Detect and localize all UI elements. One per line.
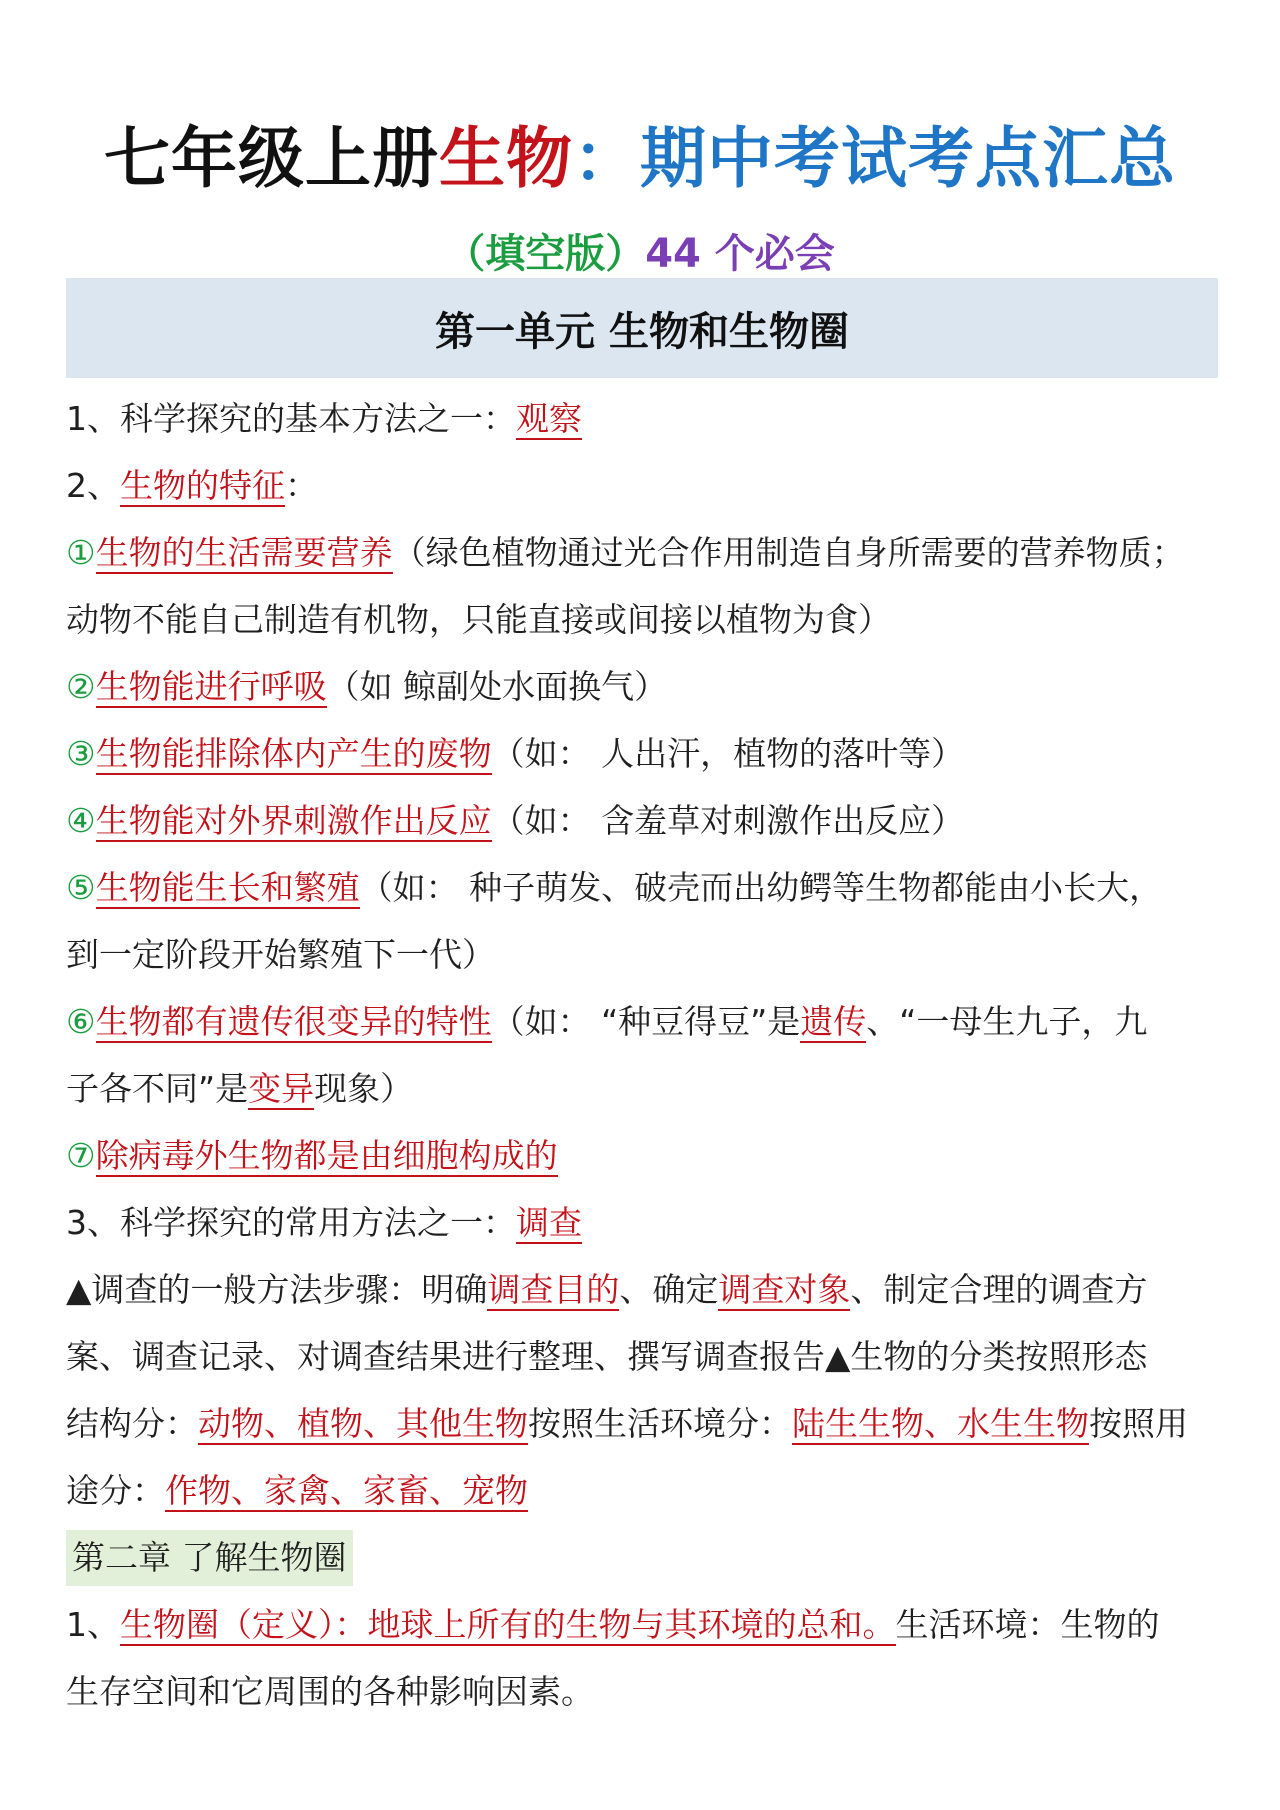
title-topic: ：期中考试考点汇总 xyxy=(573,120,1176,197)
question-2 xyxy=(66,452,1226,519)
survey-line-2 xyxy=(66,1323,1226,1390)
c2q1-label: 1、 xyxy=(66,1605,120,1644)
feature-2-answer: 生物能进行呼吸 xyxy=(95,667,327,706)
question-1 xyxy=(66,385,1226,452)
chapter-2-question-1-cont xyxy=(66,1658,1226,1725)
q3-answer: 调查 xyxy=(516,1203,582,1242)
survey-line-3 xyxy=(66,1390,1226,1457)
feature-6 xyxy=(66,988,1226,1055)
survey-answer-usage: 作物、家禽、家畜、宠物 xyxy=(165,1471,528,1510)
survey-text-1b: 、确定 xyxy=(619,1270,719,1309)
feature-5-cont xyxy=(66,921,1226,988)
feature-1-answer: 生物的生活需要营养 xyxy=(95,533,393,572)
feature-7 xyxy=(66,1122,1226,1189)
feature-6-cont xyxy=(66,1055,1226,1122)
chapter-2-question-1 xyxy=(66,1591,1226,1658)
survey-line-1 xyxy=(66,1256,1226,1323)
c2q1-text: 生活环境：生物的 xyxy=(895,1605,1160,1644)
feature-6-number: ⑥ xyxy=(66,1002,96,1041)
subtitle-count: 44 个必会 xyxy=(645,231,835,277)
feature-3-number: ③ xyxy=(66,734,96,773)
feature-2-number: ② xyxy=(66,667,96,706)
feature-2-text: （如 鲸副处水面换气） xyxy=(326,667,668,706)
survey-answer-morphology: 动物、植物、其他生物 xyxy=(198,1404,528,1443)
q2-label: 2、 xyxy=(66,466,120,505)
q1-label: 1、科学探究的基本方法之一： xyxy=(66,399,516,438)
content-body xyxy=(66,385,1226,1725)
feature-5-number: ⑤ xyxy=(66,868,96,907)
survey-text-1a: ▲调查的一般方法步骤：明确 xyxy=(66,1270,488,1309)
survey-answer-purpose: 调查目的 xyxy=(487,1270,620,1309)
c2q1-answer: 生物圈（定义）：地球上所有的生物与其环境的总和。 xyxy=(120,1605,896,1644)
feature-7-answer: 除病毒外生物都是由细胞构成的 xyxy=(95,1136,558,1175)
feature-4-number: ④ xyxy=(66,801,96,840)
title-subject: 生物 xyxy=(439,120,573,197)
q1-answer: 观察 xyxy=(516,399,582,438)
survey-text-1c: 、制定合理的调查方 xyxy=(850,1270,1148,1309)
question-3 xyxy=(66,1189,1226,1256)
chapter-2-heading: 第二章 了解生物圈 xyxy=(66,1530,353,1586)
feature-1-text-cont: 动物不能自己制造有机物，只能直接或间接以植物为食） xyxy=(66,600,891,639)
title-grade: 七年级上册 xyxy=(104,120,439,197)
feature-4 xyxy=(66,787,1226,854)
survey-answer-environment: 陆生生物、水生生物 xyxy=(792,1404,1089,1443)
q2-answer: 生物的特征 xyxy=(120,466,285,505)
page-title xyxy=(0,105,1280,200)
feature-3-answer: 生物能排除体内产生的废物 xyxy=(95,734,492,773)
feature-6-text-d: 现象） xyxy=(314,1069,414,1108)
feature-4-text: （如： 含羞草对刺激作出反应） xyxy=(491,801,965,840)
feature-1-cont xyxy=(66,586,1226,653)
feature-6-inherit-answer: 遗传 xyxy=(800,1002,867,1041)
feature-5-answer: 生物能生长和繁殖 xyxy=(95,868,360,907)
q2-colon: ： xyxy=(285,466,318,505)
survey-text-3b: 按照生活环境分： xyxy=(528,1404,792,1443)
survey-text-3c: 按照用 xyxy=(1089,1404,1188,1443)
feature-6-text-c: 子各不同”是 xyxy=(66,1069,249,1108)
feature-2 xyxy=(66,653,1226,720)
page-subtitle xyxy=(0,222,1280,279)
feature-5-text-cont: 到一定阶段开始繁殖下一代） xyxy=(66,935,495,974)
feature-1-number: ① xyxy=(66,533,96,572)
survey-text-4a: 途分： xyxy=(66,1471,165,1510)
feature-4-answer: 生物能对外界刺激作出反应 xyxy=(95,801,492,840)
feature-3-text: （如： 人出汗，植物的落叶等） xyxy=(491,734,965,773)
subtitle-version: （填空版） xyxy=(445,231,646,277)
survey-text-3a: 结构分： xyxy=(66,1404,198,1443)
feature-6-variation-answer: 变异 xyxy=(248,1069,315,1108)
c2q1-text-cont: 生存空间和它周围的各种影响因素。 xyxy=(66,1672,594,1711)
feature-6-text-a: （如： “种豆得豆”是 xyxy=(491,1002,801,1041)
feature-6-answer: 生物都有遗传很变异的特性 xyxy=(95,1002,492,1041)
feature-5-text: （如： 种子萌发、破壳而出幼鳄等生物都能由小长大， xyxy=(359,868,1163,907)
feature-1-text: （绿色植物通过光合作用制造自身所需要的营养物质； xyxy=(392,533,1185,572)
q3-label: 3、科学探究的常用方法之一： xyxy=(66,1203,516,1242)
unit1-banner: 第一单元 生物和生物圈 xyxy=(66,278,1218,378)
survey-answer-object: 调查对象 xyxy=(718,1270,851,1309)
survey-line-4 xyxy=(66,1457,1226,1524)
feature-3 xyxy=(66,720,1226,787)
survey-text-2: 案、调查记录、对调查结果进行整理、撰写调查报告▲生物的分类按照形态 xyxy=(66,1337,1148,1376)
feature-7-number: ⑦ xyxy=(66,1136,96,1175)
feature-5 xyxy=(66,854,1226,921)
feature-6-text-b: 、“一母生九子，九 xyxy=(866,1002,1148,1041)
chapter-2-row xyxy=(66,1524,1226,1591)
feature-1 xyxy=(66,519,1226,586)
